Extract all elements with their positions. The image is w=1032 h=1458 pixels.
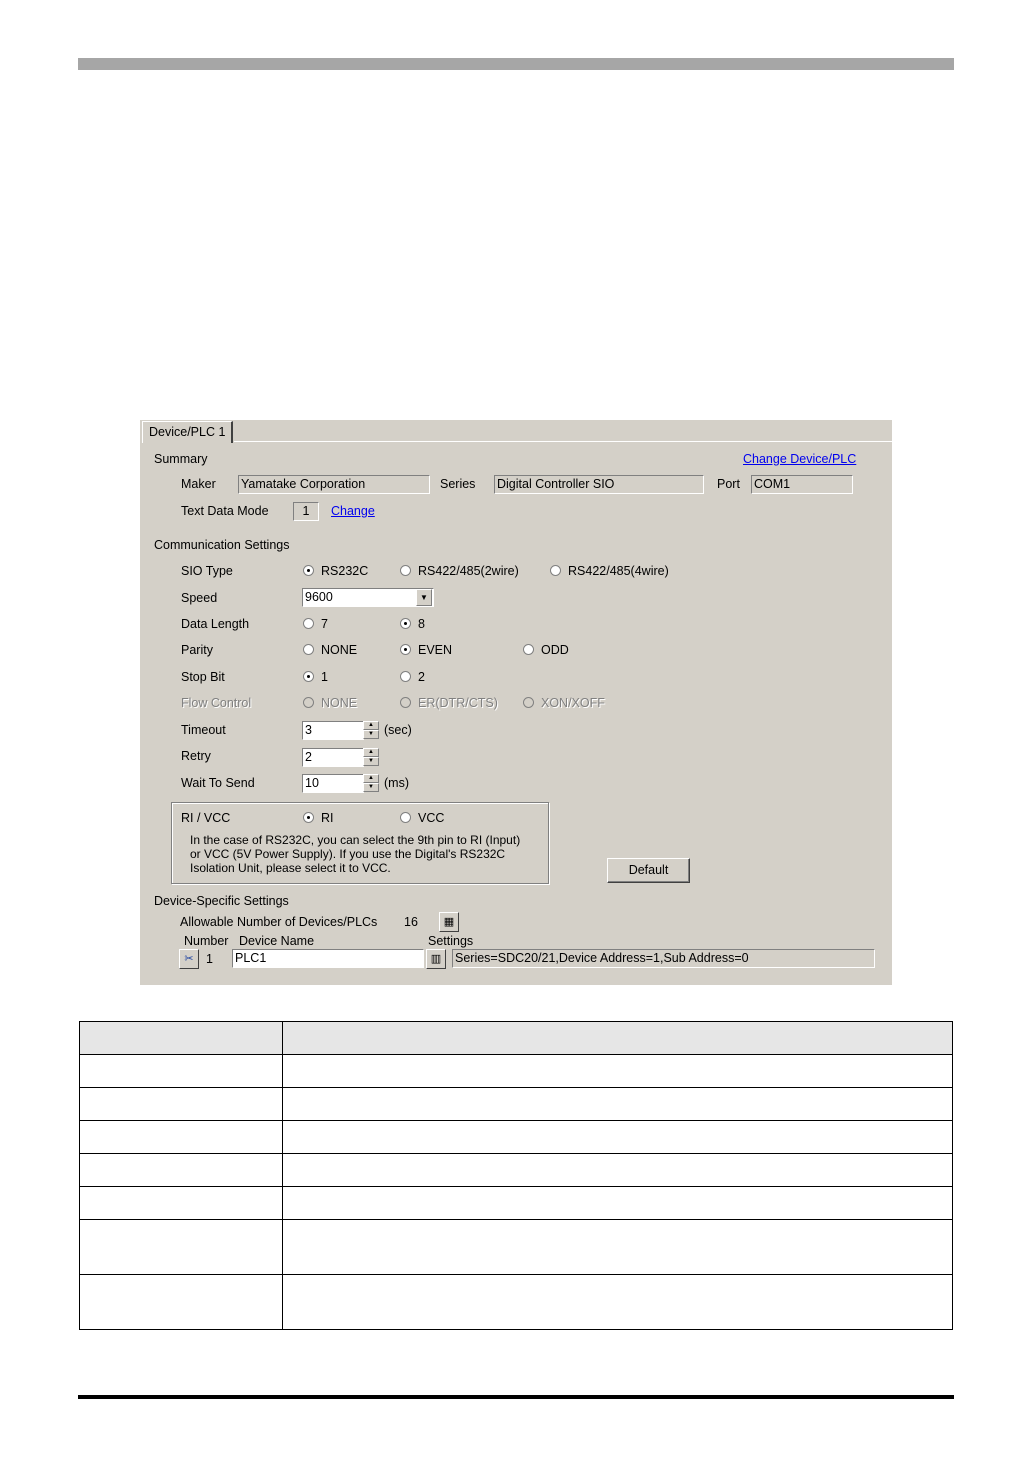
table-row: [80, 1220, 953, 1275]
flow-er-radio: [400, 697, 411, 708]
table-cell: [283, 1220, 953, 1275]
device-settings-heading: Device-Specific Settings: [154, 894, 289, 908]
table-cell: [80, 1187, 283, 1220]
series-label: Series: [440, 477, 476, 491]
tab-device-plc-1[interactable]: Device/PLC 1: [142, 421, 233, 443]
vcc-radio[interactable]: [400, 812, 411, 823]
wait-to-send-stepper[interactable]: [363, 774, 379, 793]
tab-strip: [140, 420, 892, 442]
spin-up-icon[interactable]: ▲: [363, 721, 379, 730]
flow-control-label: Flow Control: [181, 696, 252, 710]
port-field: COM1: [751, 475, 853, 494]
sio-rs422-4wire-label: RS422/485(4wire): [568, 564, 669, 578]
table-header-cell: [80, 1022, 283, 1055]
maker-label: Maker: [181, 477, 216, 491]
parity-odd-radio[interactable]: [523, 644, 534, 655]
data-length-8-radio[interactable]: [400, 618, 411, 629]
data-length-8-label: 8: [418, 617, 425, 631]
stop-bit-2-radio[interactable]: [400, 671, 411, 682]
port-label: Port: [717, 477, 740, 491]
spin-down-icon[interactable]: ▼: [363, 757, 379, 766]
timeout-label: Timeout: [181, 723, 226, 737]
timeout-unit: (sec): [384, 723, 412, 737]
spin-up-icon[interactable]: ▲: [363, 774, 379, 783]
device-settings-field: Series=SDC20/21,Device Address=1,Sub Address=0: [452, 949, 875, 968]
retry-input[interactable]: 2: [302, 748, 364, 767]
col-settings: Settings: [428, 934, 474, 948]
comm-settings-heading: Communication Settings: [154, 538, 290, 552]
vcc-label: VCC: [418, 811, 445, 825]
wait-to-send-label: Wait To Send: [181, 776, 255, 790]
table-cell: [283, 1275, 953, 1330]
table-header-row: [80, 1022, 953, 1055]
ri-vcc-label: RI / VCC: [181, 811, 231, 825]
text-data-mode-label: Text Data Mode: [181, 504, 269, 518]
table-cell: [283, 1187, 953, 1220]
sio-rs422-2wire-radio[interactable]: [400, 565, 411, 576]
wait-to-send-unit: (ms): [384, 776, 409, 790]
device-plc-dialog: [140, 420, 892, 985]
text-data-mode-field: 1: [293, 502, 319, 521]
parity-label: Parity: [181, 643, 213, 657]
table-row: [80, 1121, 953, 1154]
table-cell: [80, 1275, 283, 1330]
timeout-stepper[interactable]: [363, 721, 379, 740]
table-cell: [283, 1055, 953, 1088]
allowable-devices-value: 16: [404, 915, 418, 929]
wait-to-send-input[interactable]: 10: [302, 774, 364, 793]
stop-bit-label: Stop Bit: [181, 670, 225, 684]
tab-underline: [234, 441, 892, 442]
stop-bit-1-label: 1: [321, 670, 328, 684]
device-row-number: 1: [206, 952, 213, 966]
allowable-devices-label: Allowable Number of Devices/PLCs: [180, 915, 378, 929]
parity-odd-label: ODD: [541, 643, 569, 657]
default-button[interactable]: Default: [607, 858, 690, 883]
col-number: Number: [184, 934, 229, 948]
sio-rs422-2wire-label: RS422/485(2wire): [418, 564, 519, 578]
series-field: Digital Controller SIO: [494, 475, 704, 494]
spin-down-icon[interactable]: ▼: [363, 783, 379, 792]
chevron-down-icon[interactable]: ▼: [416, 589, 432, 606]
parity-even-label: EVEN: [418, 643, 453, 657]
parity-none-label: NONE: [321, 643, 358, 657]
ri-radio[interactable]: [303, 812, 314, 823]
parity-even-radio[interactable]: [400, 644, 411, 655]
device-name-input[interactable]: PLC1: [232, 949, 424, 968]
table-row: [80, 1088, 953, 1121]
ri-note-line-2: or VCC (5V Power Supply). If you use the Digital's RS232C: [190, 847, 506, 861]
spin-up-icon[interactable]: ▲: [363, 748, 379, 757]
footer-rule: [78, 1395, 954, 1399]
data-length-7-radio[interactable]: [303, 618, 314, 629]
table-row: [80, 1275, 953, 1330]
ri-note-line-3: Isolation Unit, please select it to VCC.: [190, 861, 391, 875]
table-cell: [283, 1121, 953, 1154]
table-cell: [80, 1220, 283, 1275]
spin-down-icon[interactable]: ▼: [363, 730, 379, 739]
sio-rs232c-label: RS232C: [321, 564, 369, 578]
maker-field: Yamatake Corporation: [238, 475, 430, 494]
device-settings-icon[interactable]: ▥: [426, 949, 446, 969]
sio-rs232c-radio[interactable]: [303, 565, 314, 576]
flow-xon-radio: [523, 697, 534, 708]
table-cell: [80, 1154, 283, 1187]
data-length-7-label: 7: [321, 617, 328, 631]
add-device-icon[interactable]: ▦: [439, 912, 459, 932]
summary-heading: Summary: [154, 452, 208, 466]
flow-xon-label: XON/XOFF: [541, 696, 605, 710]
flow-none-label: NONE: [321, 696, 358, 710]
stop-bit-1-radio[interactable]: [303, 671, 314, 682]
sio-type-label: SIO Type: [181, 564, 233, 578]
table-cell: [80, 1088, 283, 1121]
retry-stepper[interactable]: [363, 748, 379, 767]
table-row: [80, 1187, 953, 1220]
ri-label: RI: [321, 811, 334, 825]
table-cell: [283, 1088, 953, 1121]
data-length-label: Data Length: [181, 617, 250, 631]
timeout-input[interactable]: 3: [302, 721, 364, 740]
speed-value: 9600: [305, 590, 333, 604]
stop-bit-2-label: 2: [418, 670, 425, 684]
flow-er-label: ER(DTR/CTS): [418, 696, 498, 710]
settings-table: [79, 1021, 953, 1330]
table-cell: [80, 1055, 283, 1088]
table-header-cell: [283, 1022, 953, 1055]
speed-label: Speed: [181, 591, 218, 605]
table-row: [80, 1154, 953, 1187]
ri-note-line-1: In the case of RS232C, you can select the 9th pin to RI (Input): [190, 833, 521, 847]
table-cell: [80, 1121, 283, 1154]
flow-none-radio: [303, 697, 314, 708]
scissors-icon[interactable]: ✂: [179, 949, 199, 969]
header-rule: [78, 58, 954, 70]
retry-label: Retry: [181, 749, 211, 763]
table-cell: [283, 1154, 953, 1187]
table-row: [80, 1055, 953, 1088]
change-device-plc-link[interactable]: Change Device/PLC: [743, 452, 857, 466]
sio-rs422-4wire-radio[interactable]: [550, 565, 561, 576]
parity-none-radio[interactable]: [303, 644, 314, 655]
speed-select[interactable]: [302, 588, 434, 607]
col-device-name: Device Name: [239, 934, 315, 948]
text-data-mode-change-link[interactable]: Change: [331, 504, 375, 518]
